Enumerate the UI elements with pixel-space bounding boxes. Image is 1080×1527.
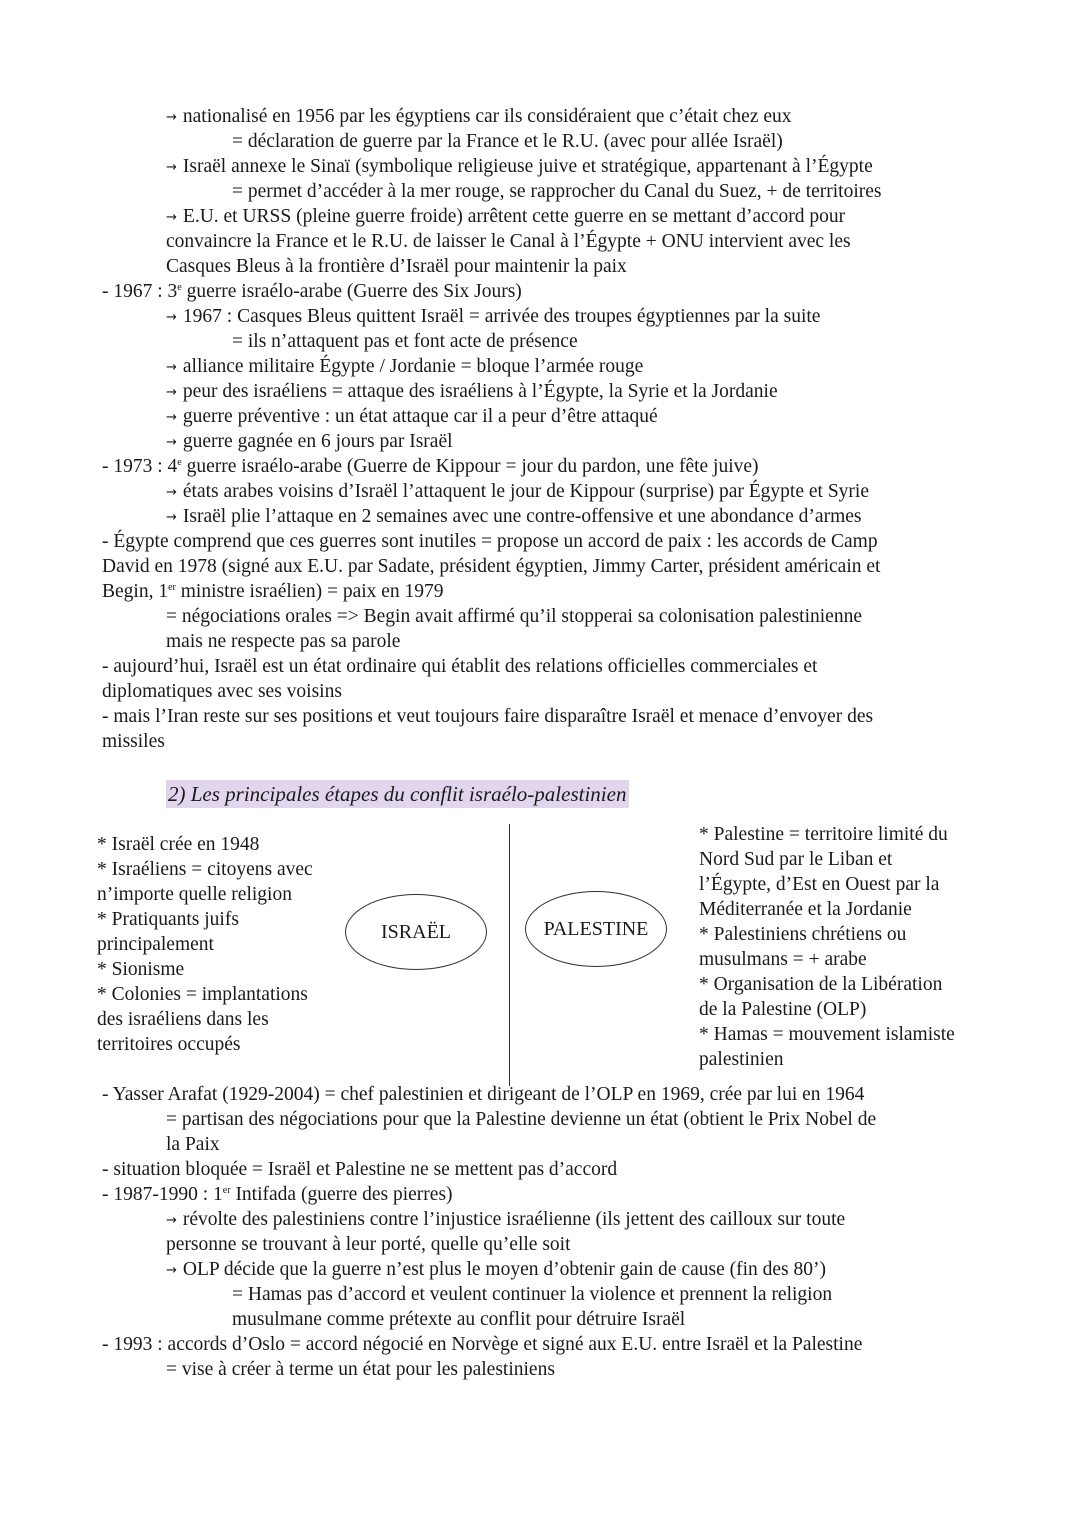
note-line: → états arabes voisins d’Israël l’attaquent le jour de Kippour (surprise) par Égypte et Syrie: [166, 481, 869, 502]
israel-note-line: * Sionisme: [97, 959, 185, 980]
note-line: → Israël plie l’attaque en 2 semaines avec une contre-offensive et une abondance d’armes: [166, 506, 862, 527]
arrow-right-icon: →: [166, 510, 177, 525]
arrow-right-icon: →: [166, 1263, 177, 1278]
palestine-note-line: * Organisation de la Libération: [699, 974, 943, 995]
note-line: missiles: [102, 731, 165, 752]
palestine-note-line: * Palestiniens chrétiens ou: [699, 924, 907, 945]
note-line: → E.U. et URSS (pleine guerre froide) arrêtent cette guerre en se mettant d’accord pour: [166, 206, 846, 227]
divider-line: [509, 824, 510, 1086]
note-line: → OLP décide que la guerre n’est plus le moyen d’obtenir gain de cause (fin des 80’): [166, 1259, 827, 1280]
note-line: - mais l’Iran reste sur ses positions et veut toujours faire disparaître Israël et menace d’envoyer des: [102, 706, 874, 727]
israel-note-line: n’importe quelle religion: [97, 884, 292, 905]
note-line: → guerre gagnée en 6 jours par Israël: [166, 431, 453, 452]
arrow-right-icon: →: [166, 160, 177, 175]
note-line: - 1987-1990 : 1er Intifada (guerre des pierres): [102, 1184, 453, 1205]
note-line: → nationalisé en 1956 par les égyptiens car ils considéraient que c’était chez eux: [166, 106, 792, 127]
note-line: personne se trouvant à leur porté, quelle qu’elle soit: [166, 1234, 571, 1255]
note-line: - Égypte comprend que ces guerres sont inutiles = propose un accord de paix : les accords de Camp: [102, 531, 878, 552]
note-line: diplomatiques avec ses voisins: [102, 681, 342, 702]
note-line: mais ne respecte pas sa parole: [166, 631, 401, 652]
note-line: = négociations orales => Begin avait affirmé qu’il stopperai sa colonisation palestinienne: [166, 606, 862, 627]
palestine-note-line: Méditerranée et la Jordanie: [699, 899, 912, 920]
note-line: → alliance militaire Égypte / Jordanie = bloque l’armée rouge: [166, 356, 644, 377]
palestine-note-line: l’Égypte, d’Est en Ouest par la: [699, 874, 940, 895]
arrow-right-icon: →: [166, 485, 177, 500]
note-line: → guerre préventive : un état attaque car il a peur d’être attaqué: [166, 406, 658, 427]
arrow-right-icon: →: [166, 110, 177, 125]
note-line: - situation bloquée = Israël et Palestine ne se mettent pas d’accord: [102, 1159, 618, 1180]
arrow-right-icon: →: [166, 435, 177, 450]
israel-note-line: des israéliens dans les: [97, 1009, 269, 1030]
note-line: Casques Bleus à la frontière d’Israël pour maintenir la paix: [166, 256, 627, 277]
note-line: - aujourd’hui, Israël est un état ordinaire qui établit des relations officielles commerciales et: [102, 656, 818, 677]
israel-note-line: principalement: [97, 934, 214, 955]
note-line: - 1973 : 4e guerre israélo-arabe (Guerre de Kippour = jour du pardon, une fête juive): [102, 456, 759, 477]
palestine-note-line: palestinien: [699, 1049, 784, 1070]
israel-note-line: * Israël crée en 1948: [97, 834, 260, 855]
israel-note-line: * Israéliens = citoyens avec: [97, 859, 313, 880]
israel-note-line: territoires occupés: [97, 1034, 241, 1055]
note-line: = partisan des négociations pour que la Palestine devienne un état (obtient le Prix Nobel de: [166, 1109, 877, 1130]
note-line: = déclaration de guerre par la France et le R.U. (avec pour allée Israël): [232, 131, 783, 152]
israel-note-line: * Colonies = implantations: [97, 984, 308, 1005]
palestine-note-line: * Palestine = territoire limité du: [699, 824, 948, 845]
note-line: convaincre la France et le R.U. de laisser le Canal à l’Égypte + ONU intervient avec les: [166, 231, 851, 252]
note-line: = ils n’attaquent pas et font acte de présence: [232, 331, 578, 352]
note-line: = permet d’accéder à la mer rouge, se rapprocher du Canal du Suez, + de territoires: [232, 181, 882, 202]
note-line: Begin, 1er ministre israélien) = paix en 1979: [102, 581, 444, 602]
palestine-oval: PALESTINE: [525, 891, 667, 967]
note-line: - 1967 : 3e guerre israélo-arabe (Guerre des Six Jours): [102, 281, 522, 302]
arrow-right-icon: →: [166, 1213, 177, 1228]
palestine-note-line: de la Palestine (OLP): [699, 999, 867, 1020]
note-line: musulmane comme prétexte au conflit pour détruire Israël: [232, 1309, 686, 1330]
note-line: → 1967 : Casques Bleus quittent Israël = arrivée des troupes égyptiennes par la suite: [166, 306, 821, 327]
arrow-right-icon: →: [166, 385, 177, 400]
arrow-right-icon: →: [166, 210, 177, 225]
note-line: → peur des israéliens = attaque des israéliens à l’Égypte, la Syrie et la Jordanie: [166, 381, 778, 402]
note-line: - Yasser Arafat (1929-2004) = chef palestinien et dirigeant de l’OLP en 1969, crée par lui en 1964: [102, 1084, 865, 1105]
arrow-right-icon: →: [166, 360, 177, 375]
note-line: = vise à créer à terme un état pour les palestiniens: [166, 1359, 555, 1380]
arrow-right-icon: →: [166, 310, 177, 325]
note-line: la Paix: [166, 1134, 220, 1155]
section-heading: 2) Les principales étapes du conflit israélo-palestinien: [166, 780, 629, 808]
israel-oval: ISRAËL: [345, 894, 487, 970]
arrow-right-icon: →: [166, 410, 177, 425]
palestine-note-line: musulmans = + arabe: [699, 949, 867, 970]
note-line: - 1993 : accords d’Oslo = accord négocié en Norvège et signé aux E.U. entre Israël et la Palestine: [102, 1334, 863, 1355]
note-line: → Israël annexe le Sinaï (symbolique religieuse juive et stratégique, appartenant à l’Égypte: [166, 156, 873, 177]
palestine-note-line: Nord Sud par le Liban et: [699, 849, 893, 870]
note-line: = Hamas pas d’accord et veulent continuer la violence et prennent la religion: [232, 1284, 833, 1305]
israel-note-line: * Pratiquants juifs: [97, 909, 239, 930]
palestine-note-line: * Hamas = mouvement islamiste: [699, 1024, 955, 1045]
note-line: → révolte des palestiniens contre l’injustice israélienne (ils jettent des cailloux sur toute: [166, 1209, 846, 1230]
note-line: David en 1978 (signé aux E.U. par Sadate, président égyptien, Jimmy Carter, président américain et: [102, 556, 881, 577]
